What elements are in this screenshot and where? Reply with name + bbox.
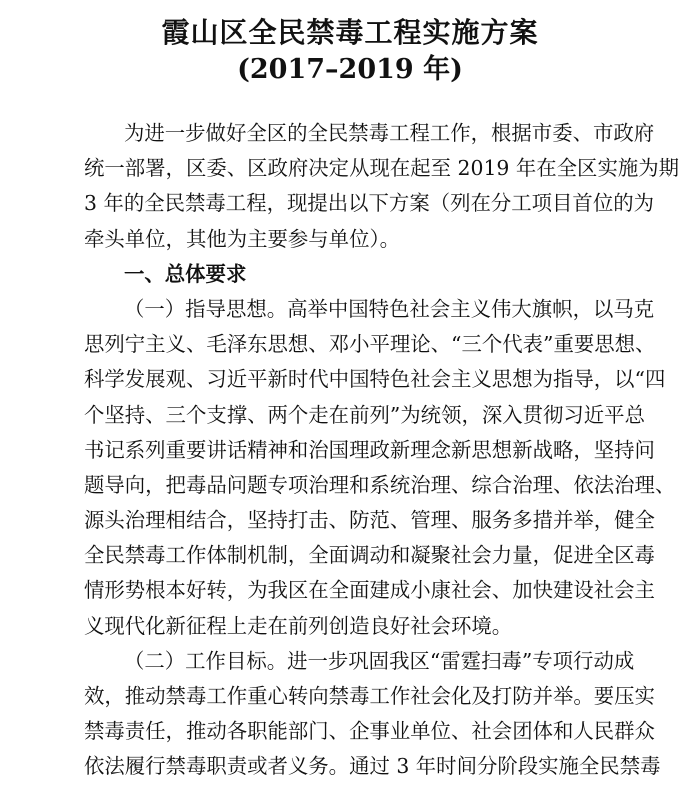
paragraph-line: 效，推动禁毒工作重心转向禁毒工作社会化及打防并举。要压实 [84, 684, 655, 708]
paragraph-line: 题导向，把毒品问题专项治理和系统治理、综合治理、依法治理、 [84, 472, 676, 497]
document-body [84, 116, 680, 785]
paragraph-line: 情形势根本好转，为我区在全面建成小康社会、加快建设社会主 [84, 578, 655, 603]
paragraph-line: 书记系列重要讲话精神和治国理政新理念新思想新战略，坚持问 [84, 437, 655, 462]
paragraph-line: 个坚持、三个支撑、两个走在前列”为统领，深入贯彻习近平总 [84, 402, 645, 427]
paragraph-line: 义现代化新征程上走在前列创造良好社会环境。 [84, 613, 513, 638]
paragraph-line: 牵头单位，其他为主要参与单位）。 [84, 226, 401, 251]
paragraph-line: 依法履行禁毒职责或者义务。通过 3 年时间分阶段实施全民禁毒 [84, 754, 661, 779]
paragraph-line: （二）工作目标。进一步巩固我区“雷霆扫毒”专项行动成 [124, 648, 635, 673]
paragraph-line: 科学发展观、习近平新时代中国特色社会主义思想为指导，以“四 [84, 367, 666, 392]
document-title: 霞山区全民禁毒工程实施方案 [161, 16, 539, 49]
section-heading-general-requirements: 一、总体要求 [124, 261, 247, 286]
paragraph-line: 统一部署，区委、区政府决定从现在起至 2019 年在全区实施为期 [84, 156, 680, 181]
document-subtitle: (2017–2019 年) [237, 54, 463, 85]
work-goals-paragraph [84, 644, 661, 785]
paragraph-line: 全民禁毒工作体制机制，全面调动和凝聚社会力量，促进全区毒 [84, 543, 655, 568]
guiding-ideology-paragraph [84, 292, 676, 644]
paragraph-line: 思列宁主义、毛泽东思想、邓小平理论、“三个代表”重要思想、 [84, 332, 656, 357]
intro-paragraph [84, 116, 680, 257]
paragraph-line: 禁毒责任，推动各职能部门、企事业单位、社会团体和人民群众 [84, 719, 655, 744]
paragraph-line: （一）指导思想。高举中国特色社会主义伟大旗帜，以马克 [124, 296, 655, 321]
paragraph-line: 源头治理相结合，坚持打击、防范、管理、服务多措并举，健全 [84, 508, 655, 533]
paragraph-line: 3 年的全民禁毒工程，现提出以下方案（列在分工项目首位的为 [84, 191, 654, 216]
paragraph-line: 为进一步做好全区的全民禁毒工程工作，根据市委、市政府 [124, 121, 655, 145]
